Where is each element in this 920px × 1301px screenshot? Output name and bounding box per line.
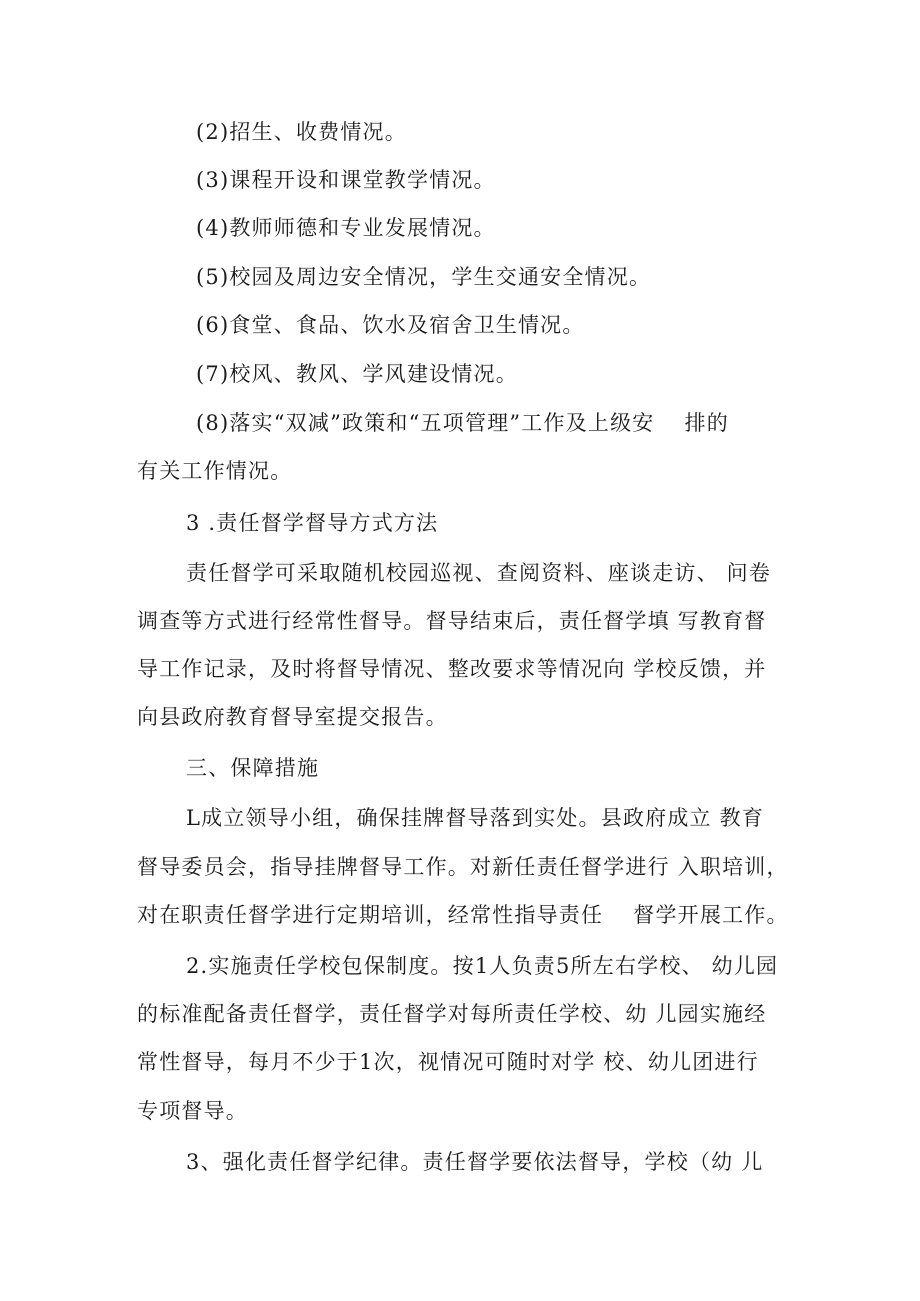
measure-1-line-1: L成立领导小组，确保挂牌督导落到实处。县政府成立 教育	[186, 806, 765, 830]
measure-2-line-1: 2.实施责任学校包保制度。按1人负责5所左右学校、 幼儿园	[186, 954, 779, 978]
section-3-para-line-4: 向县政府教育督导室提交报告。	[137, 705, 448, 729]
list-item-8-continued: 有关工作情况。	[137, 459, 293, 483]
list-item-2: (2)招生、收费情况。	[196, 120, 407, 144]
section-3-para-line-2: 调查等方式进行经常性督导。督导结束后，责任督学填 写教育督	[137, 609, 767, 633]
measure-1-line-2: 督导委员会，指导挂牌督导工作。对新任责任督学进行 入职培训，	[137, 855, 789, 879]
list-item-7: (7)校风、教风、学风建设情况。	[196, 362, 518, 386]
measure-3-line-1: 3、强化责任督学纪律。责任督学要依法督导，学校（幼 儿	[186, 1150, 764, 1174]
section-3-para-line-3: 导工作记录，及时将督导情况、整改要求等情况向 学校反馈，并	[137, 657, 767, 681]
list-item-5: (5)校园及周边安全情况，学生交通安全情况。	[196, 265, 652, 289]
measure-1-line-3: 对在职责任督学进行定期培训，经常性指导责任 督学开展工作。	[137, 903, 789, 927]
measure-2-line-2: 的标准配备责任督学，责任督学对每所责任学校、幼 儿园实施经	[137, 1002, 767, 1026]
list-item-8: (8)落实“双减”政策和“五项管理”工作及上级安 排的	[196, 411, 729, 435]
measure-2-line-3: 常性督导，每月不少于1次，视情况可随时对学 校、幼儿团进行	[137, 1050, 759, 1074]
list-item-3: (3)课程开设和课堂教学情况。	[196, 168, 496, 192]
measure-2-line-4: 专项督导。	[137, 1099, 248, 1123]
section-3-heading: 3 .责任督学督导方式方法	[186, 511, 439, 535]
part-3-heading: 三、保障措施	[186, 756, 320, 780]
section-3-para-line-1: 责任督学可采取随机校园巡视、查阅资料、座谈走访、 问卷	[186, 561, 772, 585]
list-item-6: (6)食堂、食品、饮水及宿舍卫生情况。	[196, 313, 585, 337]
list-item-4: (4)教师师德和专业发展情况。	[196, 216, 496, 240]
